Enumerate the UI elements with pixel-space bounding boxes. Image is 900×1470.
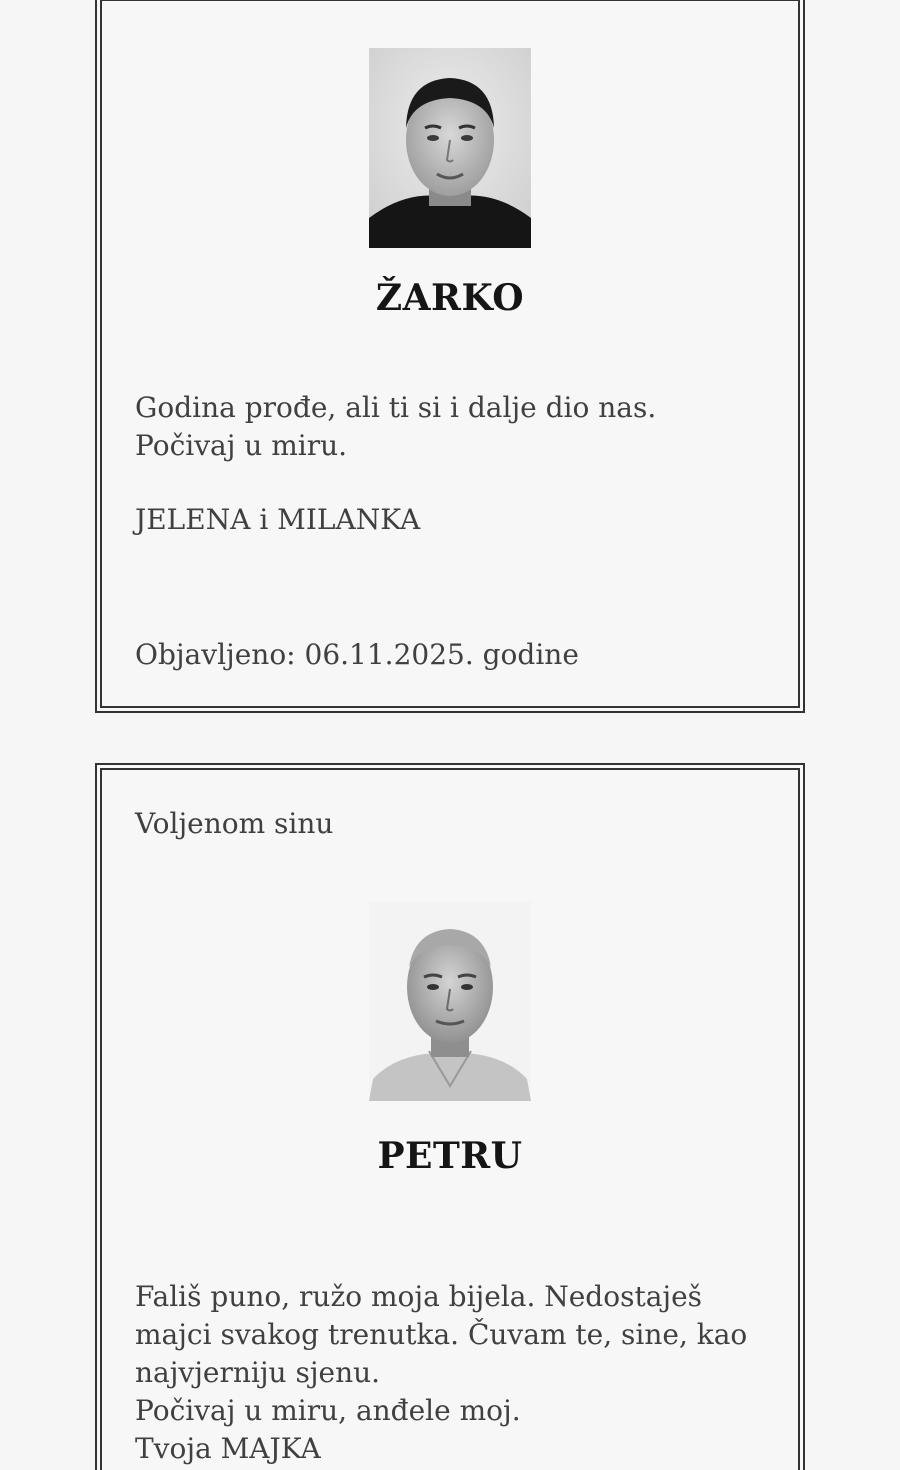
message-line: Počivaj u miru, anđele moj. <box>135 1394 521 1427</box>
message-line: Godina prođe, ali ti si i dalje dio nas. <box>135 391 657 424</box>
published-date: Objavljeno: 06.11.2025. godine <box>135 638 579 671</box>
message-line: Tvoja MAJKA <box>135 1432 321 1465</box>
obituary-notice-zarko <box>95 0 805 713</box>
message-line: najvjerniju sjenu. <box>135 1356 381 1389</box>
message-line: Počivaj u miru. <box>135 429 348 462</box>
deceased-name: ŽARKO <box>375 277 525 319</box>
dedication: Voljenom sinu <box>135 807 334 840</box>
portrait-image <box>369 48 531 248</box>
message-line: majci svakog trenutka. Čuvam te, sine, kao <box>135 1318 748 1351</box>
portrait-photo-zarko <box>369 48 531 248</box>
memorial-message <box>135 389 773 465</box>
signature: JELENA i MILANKA <box>135 503 421 536</box>
obituary-notice-petru <box>95 763 805 1470</box>
portrait-photo-petru <box>369 901 531 1101</box>
deceased-name: PETRU <box>377 1135 523 1177</box>
memorial-message <box>135 1278 773 1468</box>
message-line: Fališ puno, ružo moja bijela. Nedostaješ <box>135 1280 703 1313</box>
portrait-image <box>369 901 531 1101</box>
